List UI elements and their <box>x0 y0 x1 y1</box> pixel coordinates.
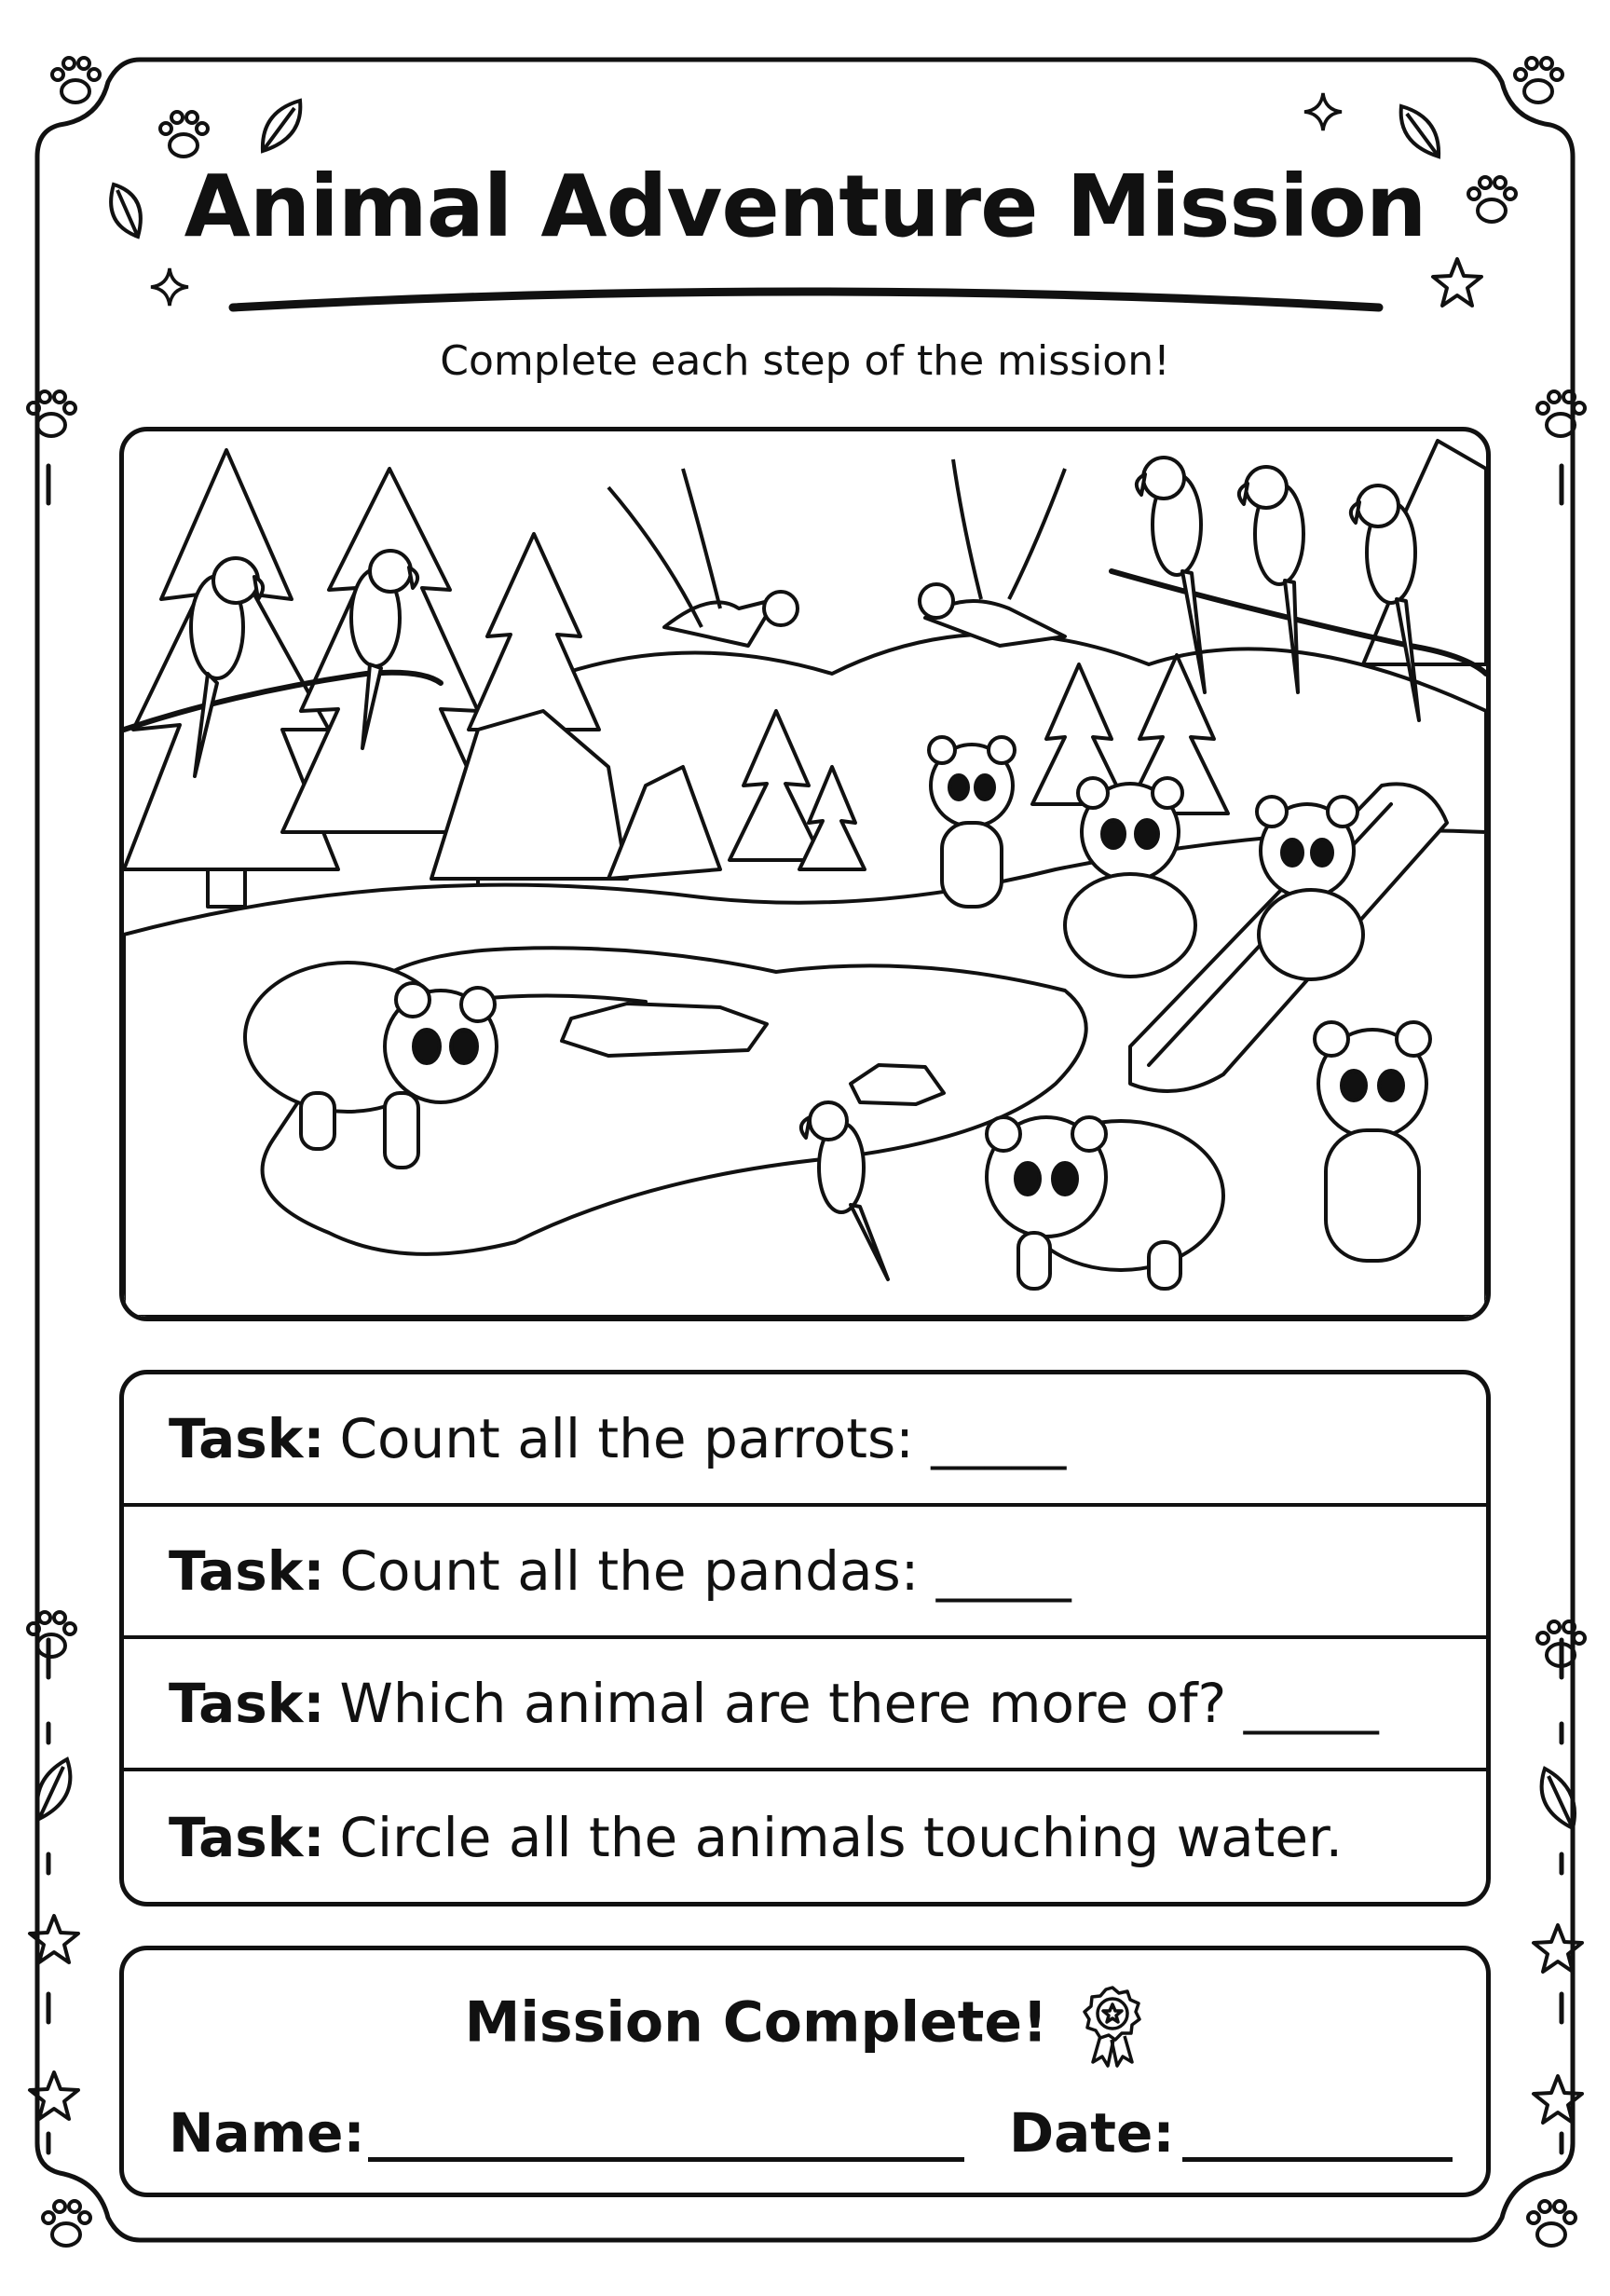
task-count-parrots[interactable] <box>124 1374 1486 1507</box>
sparkle-icon <box>149 266 190 308</box>
paw-print-icon <box>19 1603 84 1668</box>
paw-print-icon <box>1528 382 1593 447</box>
task-label: Task: <box>169 1539 325 1603</box>
star-icon <box>1530 2072 1586 2128</box>
paw-print-icon <box>19 382 84 447</box>
star-icon <box>1429 255 1485 311</box>
page-title: Animal Adventure Mission <box>184 157 1426 256</box>
animal-scene-illustration[interactable] <box>119 427 1491 1321</box>
sparkle-icon <box>1303 91 1344 132</box>
task-text: Which animal are there more of? _____ <box>339 1672 1379 1735</box>
task-label: Task: <box>169 1407 325 1470</box>
mission-complete-title <box>124 1984 1486 2068</box>
paw-print-icon <box>43 48 108 114</box>
task-compare-animals[interactable] <box>124 1639 1486 1771</box>
page-subtitle: Complete each step of the mission! <box>440 337 1170 385</box>
leaf-icon <box>1392 99 1448 164</box>
task-label: Task: <box>169 1672 325 1735</box>
pine-tree-icon <box>469 534 599 730</box>
pine-tree-icon <box>124 450 338 907</box>
date-label: Date: <box>1009 2101 1175 2165</box>
task-text: Circle all the animals touching water. <box>339 1806 1343 1869</box>
award-ribbon-icon <box>1080 1984 1145 2068</box>
leaf-icon <box>253 93 309 158</box>
leaf-icon <box>26 1752 82 1826</box>
name-label: Name: <box>169 2101 365 2165</box>
name-field[interactable] <box>368 2157 964 2162</box>
star-icon <box>1530 1921 1586 1977</box>
leaf-icon <box>1530 1761 1586 1836</box>
star-icon <box>26 1912 82 1968</box>
paw-print-icon <box>34 2192 99 2257</box>
mission-complete-text: Mission Complete! <box>464 1989 1048 2056</box>
parrot-icon <box>920 459 1065 646</box>
title-underline <box>233 292 1379 308</box>
paw-print-icon <box>1519 2192 1584 2257</box>
task-label: Task: <box>169 1806 325 1869</box>
task-circle-water-animals[interactable] <box>124 1771 1486 1904</box>
task-count-pandas[interactable] <box>124 1507 1486 1639</box>
parrot-icon <box>608 469 798 646</box>
date-field[interactable] <box>1182 2157 1453 2162</box>
scene-drawing <box>124 431 1486 1317</box>
task-list <box>119 1370 1491 1906</box>
task-text: Count all the parrots: _____ <box>339 1407 1067 1470</box>
task-text: Count all the pandas: _____ <box>339 1539 1071 1603</box>
mission-complete-box <box>119 1946 1491 2197</box>
star-icon <box>26 2069 82 2125</box>
paw-print-icon <box>1528 1612 1593 1677</box>
paw-print-icon <box>1506 48 1571 114</box>
